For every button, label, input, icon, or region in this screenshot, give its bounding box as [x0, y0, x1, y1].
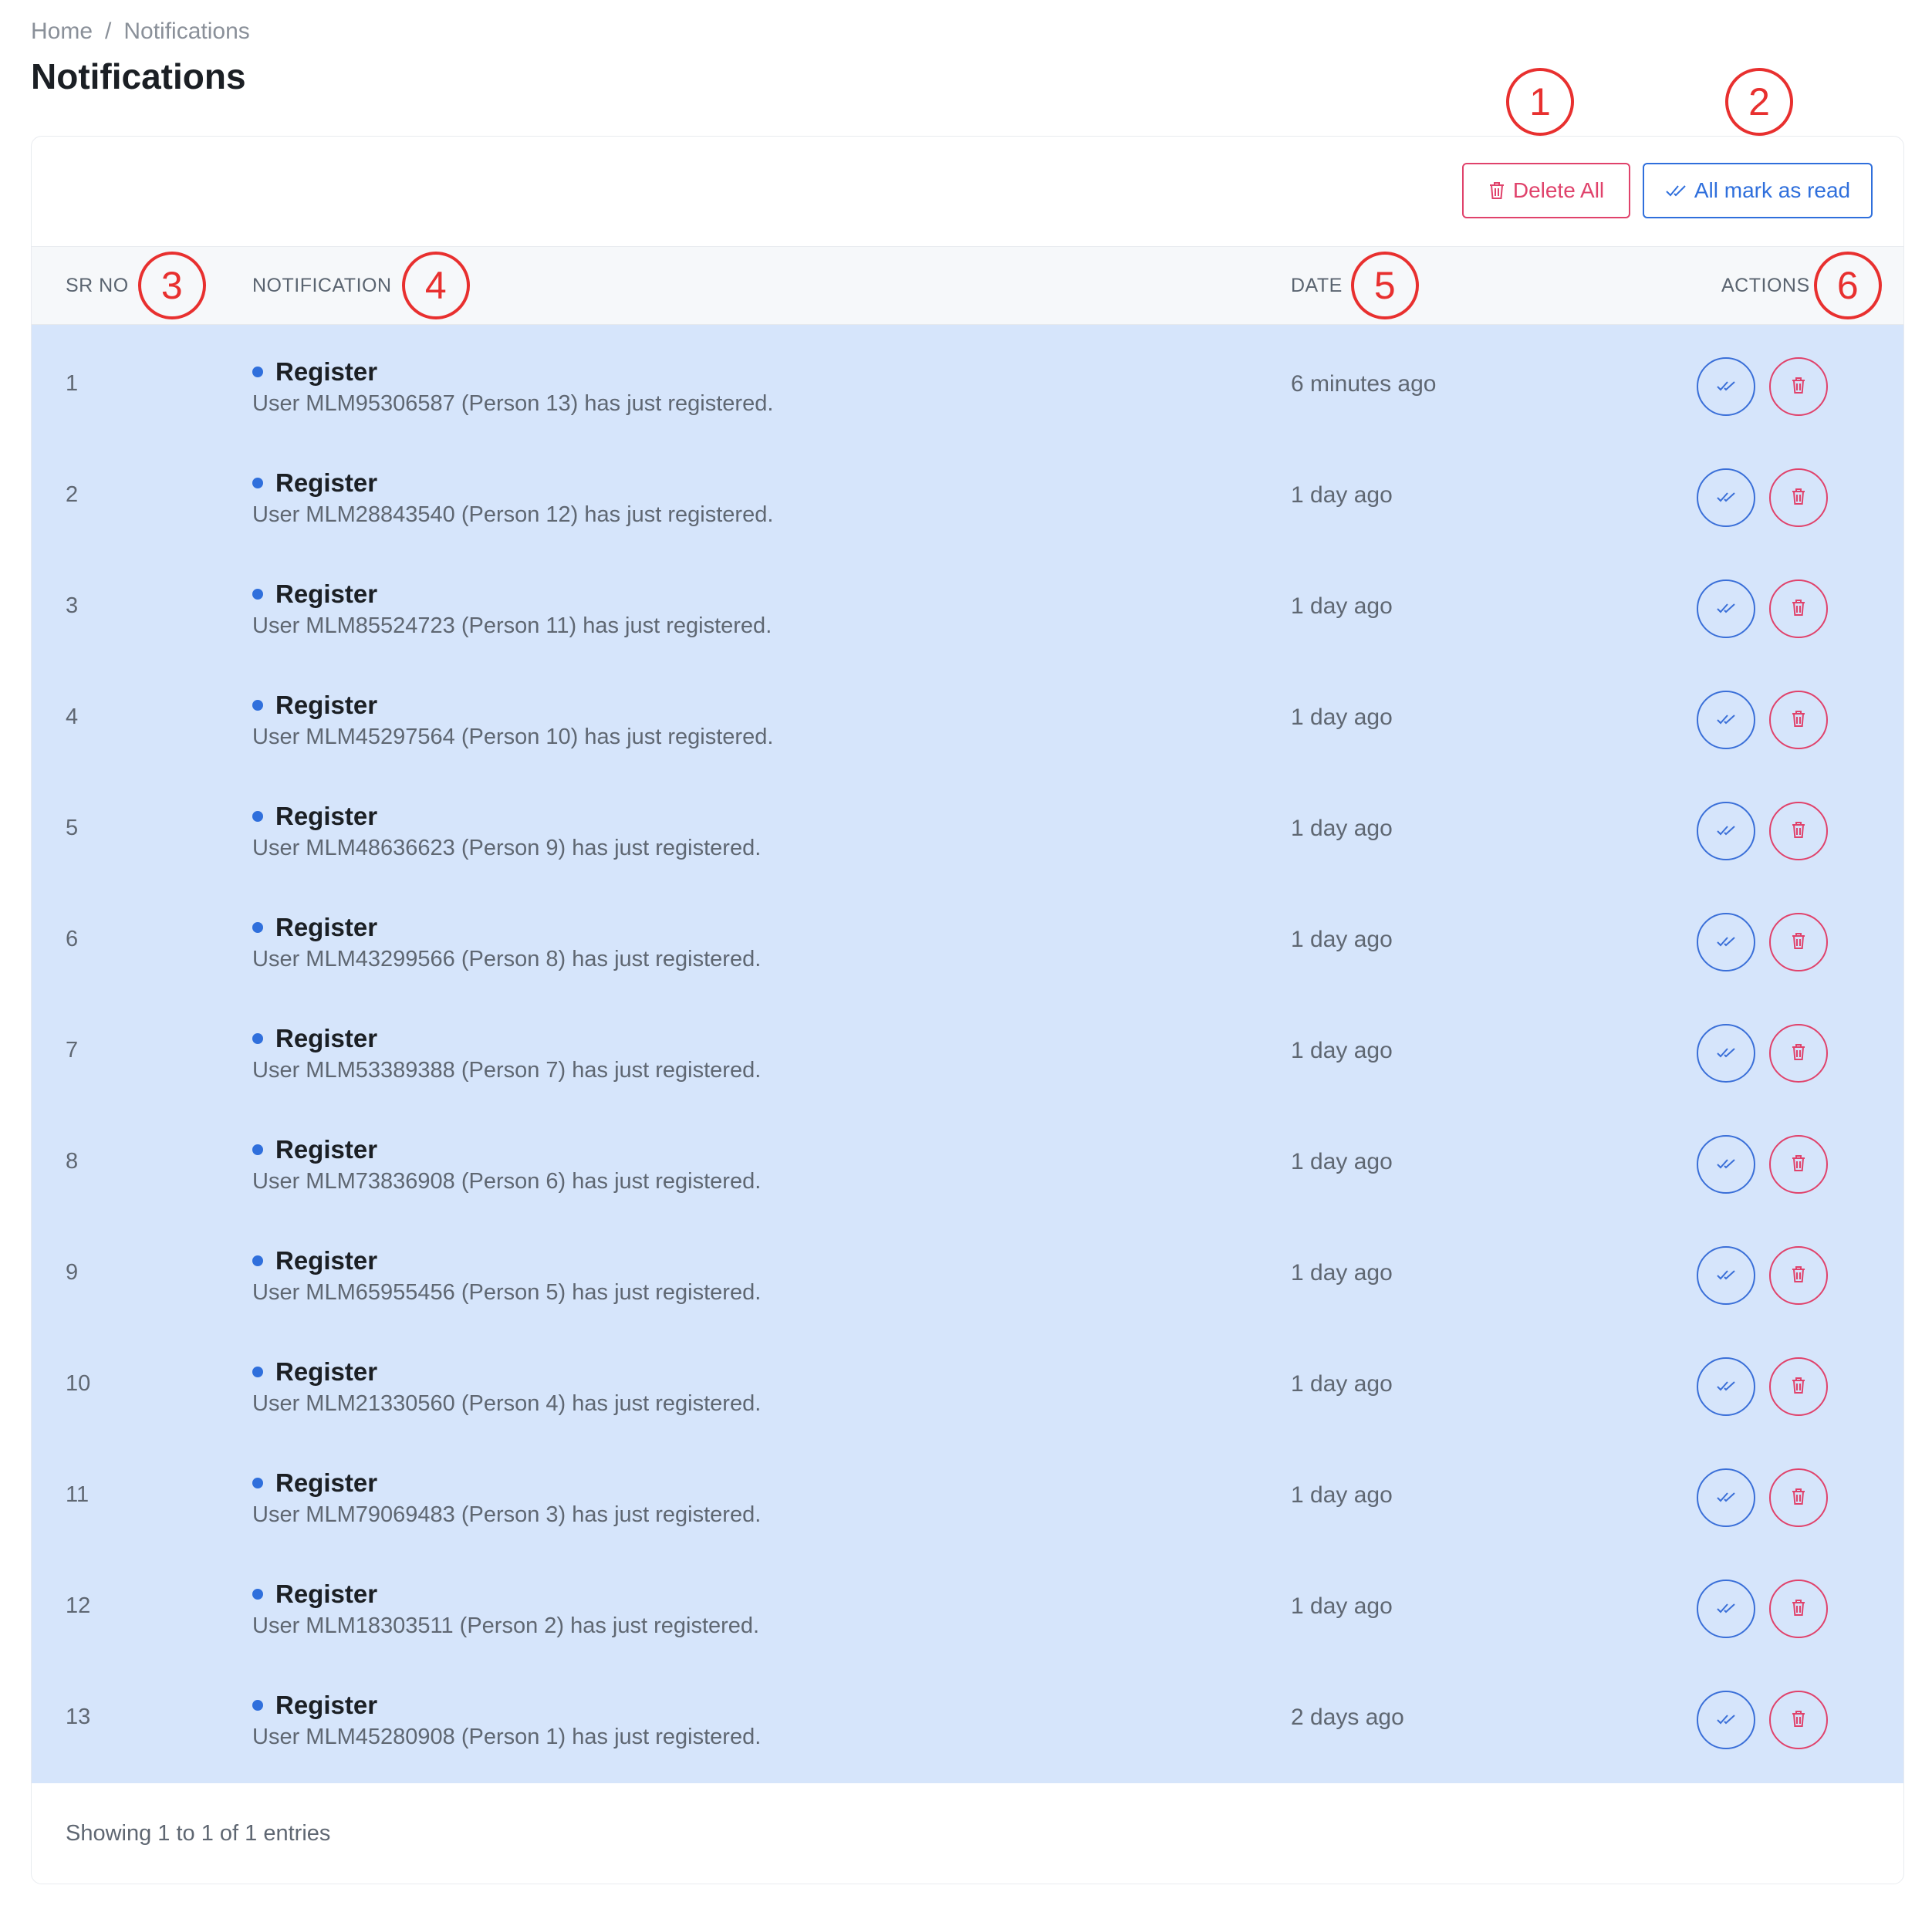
trash-icon	[1791, 377, 1806, 397]
trash-icon	[1791, 1377, 1806, 1397]
notification-title	[252, 1691, 377, 1720]
delete-notification-button[interactable]	[1769, 1246, 1828, 1305]
notification-title-text: Register	[275, 913, 378, 941]
mark-read-button[interactable]	[1697, 468, 1755, 527]
delete-notification-button[interactable]	[1769, 691, 1828, 749]
table-row	[32, 436, 1903, 547]
mark-read-button[interactable]	[1697, 1468, 1755, 1527]
table-row	[32, 992, 1903, 1103]
notification-title-text: Register	[275, 1580, 378, 1608]
notification-date: 1 day ago	[1291, 1149, 1393, 1174]
double-check-icon	[1716, 1157, 1736, 1173]
row-sr-no: 6	[66, 927, 79, 951]
notification-message: User MLM53389388 (Person 7) has just registered.	[252, 1058, 762, 1083]
notification-title-text: Register	[275, 1024, 378, 1052]
notification-message: User MLM73836908 (Person 6) has just registered.	[252, 1169, 762, 1194]
double-check-icon	[1716, 1490, 1736, 1506]
header-sr-no: SR NO	[66, 275, 129, 296]
row-sr-no: 5	[66, 816, 79, 840]
unread-dot-icon	[252, 1033, 263, 1044]
double-check-icon	[1716, 1601, 1736, 1617]
mark-read-button[interactable]	[1697, 579, 1755, 638]
table-row	[32, 1325, 1903, 1436]
unread-dot-icon	[252, 1255, 263, 1266]
unread-dot-icon	[252, 1478, 263, 1488]
delete-notification-button[interactable]	[1769, 1135, 1828, 1194]
double-check-icon	[1716, 823, 1736, 840]
delete-notification-button[interactable]	[1769, 913, 1828, 971]
notification-date: 1 day ago	[1291, 927, 1393, 952]
unread-dot-icon	[252, 700, 263, 711]
trash-icon	[1791, 1488, 1806, 1509]
notification-title	[252, 1135, 377, 1164]
notification-message: User MLM43299566 (Person 8) has just registered.	[252, 947, 762, 971]
trash-icon	[1791, 821, 1806, 842]
double-check-icon	[1716, 490, 1736, 506]
double-check-icon	[1716, 1046, 1736, 1062]
mark-all-read-label: All mark as read	[1694, 178, 1851, 202]
table-row	[32, 1103, 1903, 1214]
notification-title	[252, 1246, 377, 1275]
row-sr-no: 7	[66, 1038, 79, 1063]
header-notification: NOTIFICATION	[252, 275, 392, 296]
notification-date: 1 day ago	[1291, 704, 1393, 730]
notification-message: User MLM85524723 (Person 11) has just registered.	[252, 613, 772, 638]
notification-title-text: Register	[275, 1691, 378, 1719]
double-check-icon	[1716, 1268, 1736, 1284]
row-sr-no: 3	[66, 593, 79, 618]
notification-title	[252, 1357, 377, 1387]
unread-dot-icon	[252, 367, 263, 377]
breadcrumb-current: Notifications	[123, 19, 250, 44]
table-row	[32, 880, 1903, 992]
mark-read-button[interactable]	[1697, 1580, 1755, 1638]
notification-title-text: Register	[275, 802, 378, 830]
notification-title	[252, 802, 377, 831]
notification-title	[252, 1024, 377, 1053]
mark-read-button[interactable]	[1697, 802, 1755, 860]
mark-read-button[interactable]	[1697, 1246, 1755, 1305]
table-row	[32, 769, 1903, 880]
double-check-icon	[1716, 712, 1736, 728]
delete-notification-button[interactable]	[1769, 468, 1828, 527]
row-sr-no: 8	[66, 1149, 79, 1174]
mark-read-button[interactable]	[1697, 1691, 1755, 1749]
double-check-icon	[1716, 379, 1736, 395]
mark-read-button[interactable]	[1697, 691, 1755, 749]
notification-title-text: Register	[275, 579, 378, 608]
notification-message: User MLM45297564 (Person 10) has just registered.	[252, 725, 774, 749]
header-actions: ACTIONS	[1721, 275, 1810, 296]
trash-icon	[1488, 181, 1505, 201]
notification-message: User MLM45280908 (Person 1) has just registered.	[252, 1725, 762, 1749]
unread-dot-icon	[252, 811, 263, 822]
notification-date: 1 day ago	[1291, 1038, 1393, 1063]
trash-icon	[1791, 488, 1806, 509]
notification-title-text: Register	[275, 1246, 378, 1275]
notification-date: 1 day ago	[1291, 1260, 1393, 1286]
unread-dot-icon	[252, 589, 263, 600]
annotation-marker-6: 6	[1814, 252, 1882, 319]
notification-title	[252, 913, 377, 942]
unread-dot-icon	[252, 1367, 263, 1377]
breadcrumb-home-link[interactable]: Home	[31, 19, 93, 44]
delete-notification-button[interactable]	[1769, 1691, 1828, 1749]
notifications-card	[31, 136, 1904, 1884]
toolbar	[32, 137, 1903, 247]
mark-read-button[interactable]	[1697, 1024, 1755, 1083]
table-body	[32, 325, 1903, 1783]
table-row	[32, 1436, 1903, 1547]
entries-info: Showing 1 to 1 of 1 entries	[66, 1821, 331, 1846]
unread-dot-icon	[252, 1589, 263, 1600]
breadcrumb	[31, 19, 250, 45]
annotation-marker-3: 3	[138, 252, 206, 319]
row-sr-no: 11	[66, 1482, 90, 1507]
table-row	[32, 1547, 1903, 1658]
notification-message: User MLM95306587 (Person 13) has just registered.	[252, 391, 774, 416]
delete-notification-button[interactable]	[1769, 802, 1828, 860]
trash-icon	[1791, 710, 1806, 731]
mark-all-read-button[interactable]	[1643, 163, 1873, 218]
table-row	[32, 547, 1903, 658]
row-sr-no: 10	[66, 1371, 91, 1396]
annotation-marker-5: 5	[1351, 252, 1419, 319]
mark-read-button[interactable]	[1697, 1357, 1755, 1416]
notification-date: 1 day ago	[1291, 593, 1393, 619]
notification-title-text: Register	[275, 1135, 378, 1164]
notification-title-text: Register	[275, 468, 378, 497]
notification-message: User MLM48636623 (Person 9) has just registered.	[252, 836, 762, 860]
notification-title	[252, 468, 377, 498]
notification-title-text: Register	[275, 1468, 378, 1497]
notification-title-text: Register	[275, 691, 378, 719]
double-check-icon	[1716, 934, 1736, 951]
delete-notification-button[interactable]	[1769, 1468, 1828, 1527]
annotation-marker-1: 1	[1506, 68, 1574, 136]
table-row	[32, 325, 1903, 436]
mark-read-button[interactable]	[1697, 357, 1755, 416]
annotation-marker-4: 4	[402, 252, 470, 319]
double-check-icon	[1716, 601, 1736, 617]
trash-icon	[1791, 932, 1806, 953]
trash-icon	[1791, 599, 1806, 620]
notification-message: User MLM65955456 (Person 5) has just registered.	[252, 1280, 762, 1305]
table-header	[32, 247, 1903, 325]
trash-icon	[1791, 1265, 1806, 1286]
notification-message: User MLM79069483 (Person 3) has just registered.	[252, 1502, 762, 1527]
delete-notification-button[interactable]	[1769, 1580, 1828, 1638]
notification-message: User MLM28843540 (Person 12) has just registered.	[252, 502, 774, 527]
annotation-marker-2: 2	[1725, 68, 1793, 136]
notification-title-text: Register	[275, 1357, 378, 1386]
table-row	[32, 1658, 1903, 1769]
breadcrumb-separator: /	[105, 19, 112, 44]
trash-icon	[1791, 1599, 1806, 1620]
mark-read-button[interactable]	[1697, 1135, 1755, 1194]
row-sr-no: 1	[66, 371, 79, 396]
notification-title	[252, 357, 377, 387]
unread-dot-icon	[252, 478, 263, 488]
mark-read-button[interactable]	[1697, 913, 1755, 971]
notification-message: User MLM21330560 (Person 4) has just registered.	[252, 1391, 762, 1416]
notification-date: 1 day ago	[1291, 482, 1393, 508]
notification-title	[252, 691, 377, 720]
table-row	[32, 658, 1903, 769]
row-sr-no: 2	[66, 482, 79, 507]
unread-dot-icon	[252, 1700, 263, 1711]
double-check-icon	[1716, 1379, 1736, 1395]
double-check-icon	[1716, 1712, 1736, 1728]
trash-icon	[1791, 1043, 1806, 1064]
notification-title	[252, 1468, 377, 1498]
notification-title	[252, 579, 377, 609]
header-date: DATE	[1291, 275, 1343, 296]
delete-notification-button[interactable]	[1769, 357, 1828, 416]
delete-all-label: Delete All	[1512, 178, 1605, 202]
page-title: Notifications	[31, 56, 246, 96]
row-sr-no: 9	[66, 1260, 79, 1285]
notification-message: User MLM18303511 (Person 2) has just registered.	[252, 1613, 760, 1638]
notification-date: 2 days ago	[1291, 1705, 1404, 1730]
trash-icon	[1791, 1710, 1806, 1731]
row-sr-no: 13	[66, 1705, 91, 1729]
unread-dot-icon	[252, 1144, 263, 1155]
delete-notification-button[interactable]	[1769, 1024, 1828, 1083]
trash-icon	[1791, 1154, 1806, 1175]
notification-title	[252, 1580, 377, 1609]
delete-notification-button[interactable]	[1769, 579, 1828, 638]
notification-date: 1 day ago	[1291, 1593, 1393, 1619]
notification-date: 1 day ago	[1291, 1482, 1393, 1508]
notification-date: 1 day ago	[1291, 1371, 1393, 1397]
delete-notification-button[interactable]	[1769, 1357, 1828, 1416]
row-sr-no: 4	[66, 704, 79, 729]
delete-all-button[interactable]	[1462, 163, 1630, 218]
notification-date: 6 minutes ago	[1291, 371, 1437, 397]
table-row	[32, 1214, 1903, 1325]
unread-dot-icon	[252, 922, 263, 933]
row-sr-no: 12	[66, 1593, 91, 1618]
double-check-icon	[1665, 183, 1687, 198]
notification-date: 1 day ago	[1291, 816, 1393, 841]
notification-title-text: Register	[275, 357, 378, 386]
